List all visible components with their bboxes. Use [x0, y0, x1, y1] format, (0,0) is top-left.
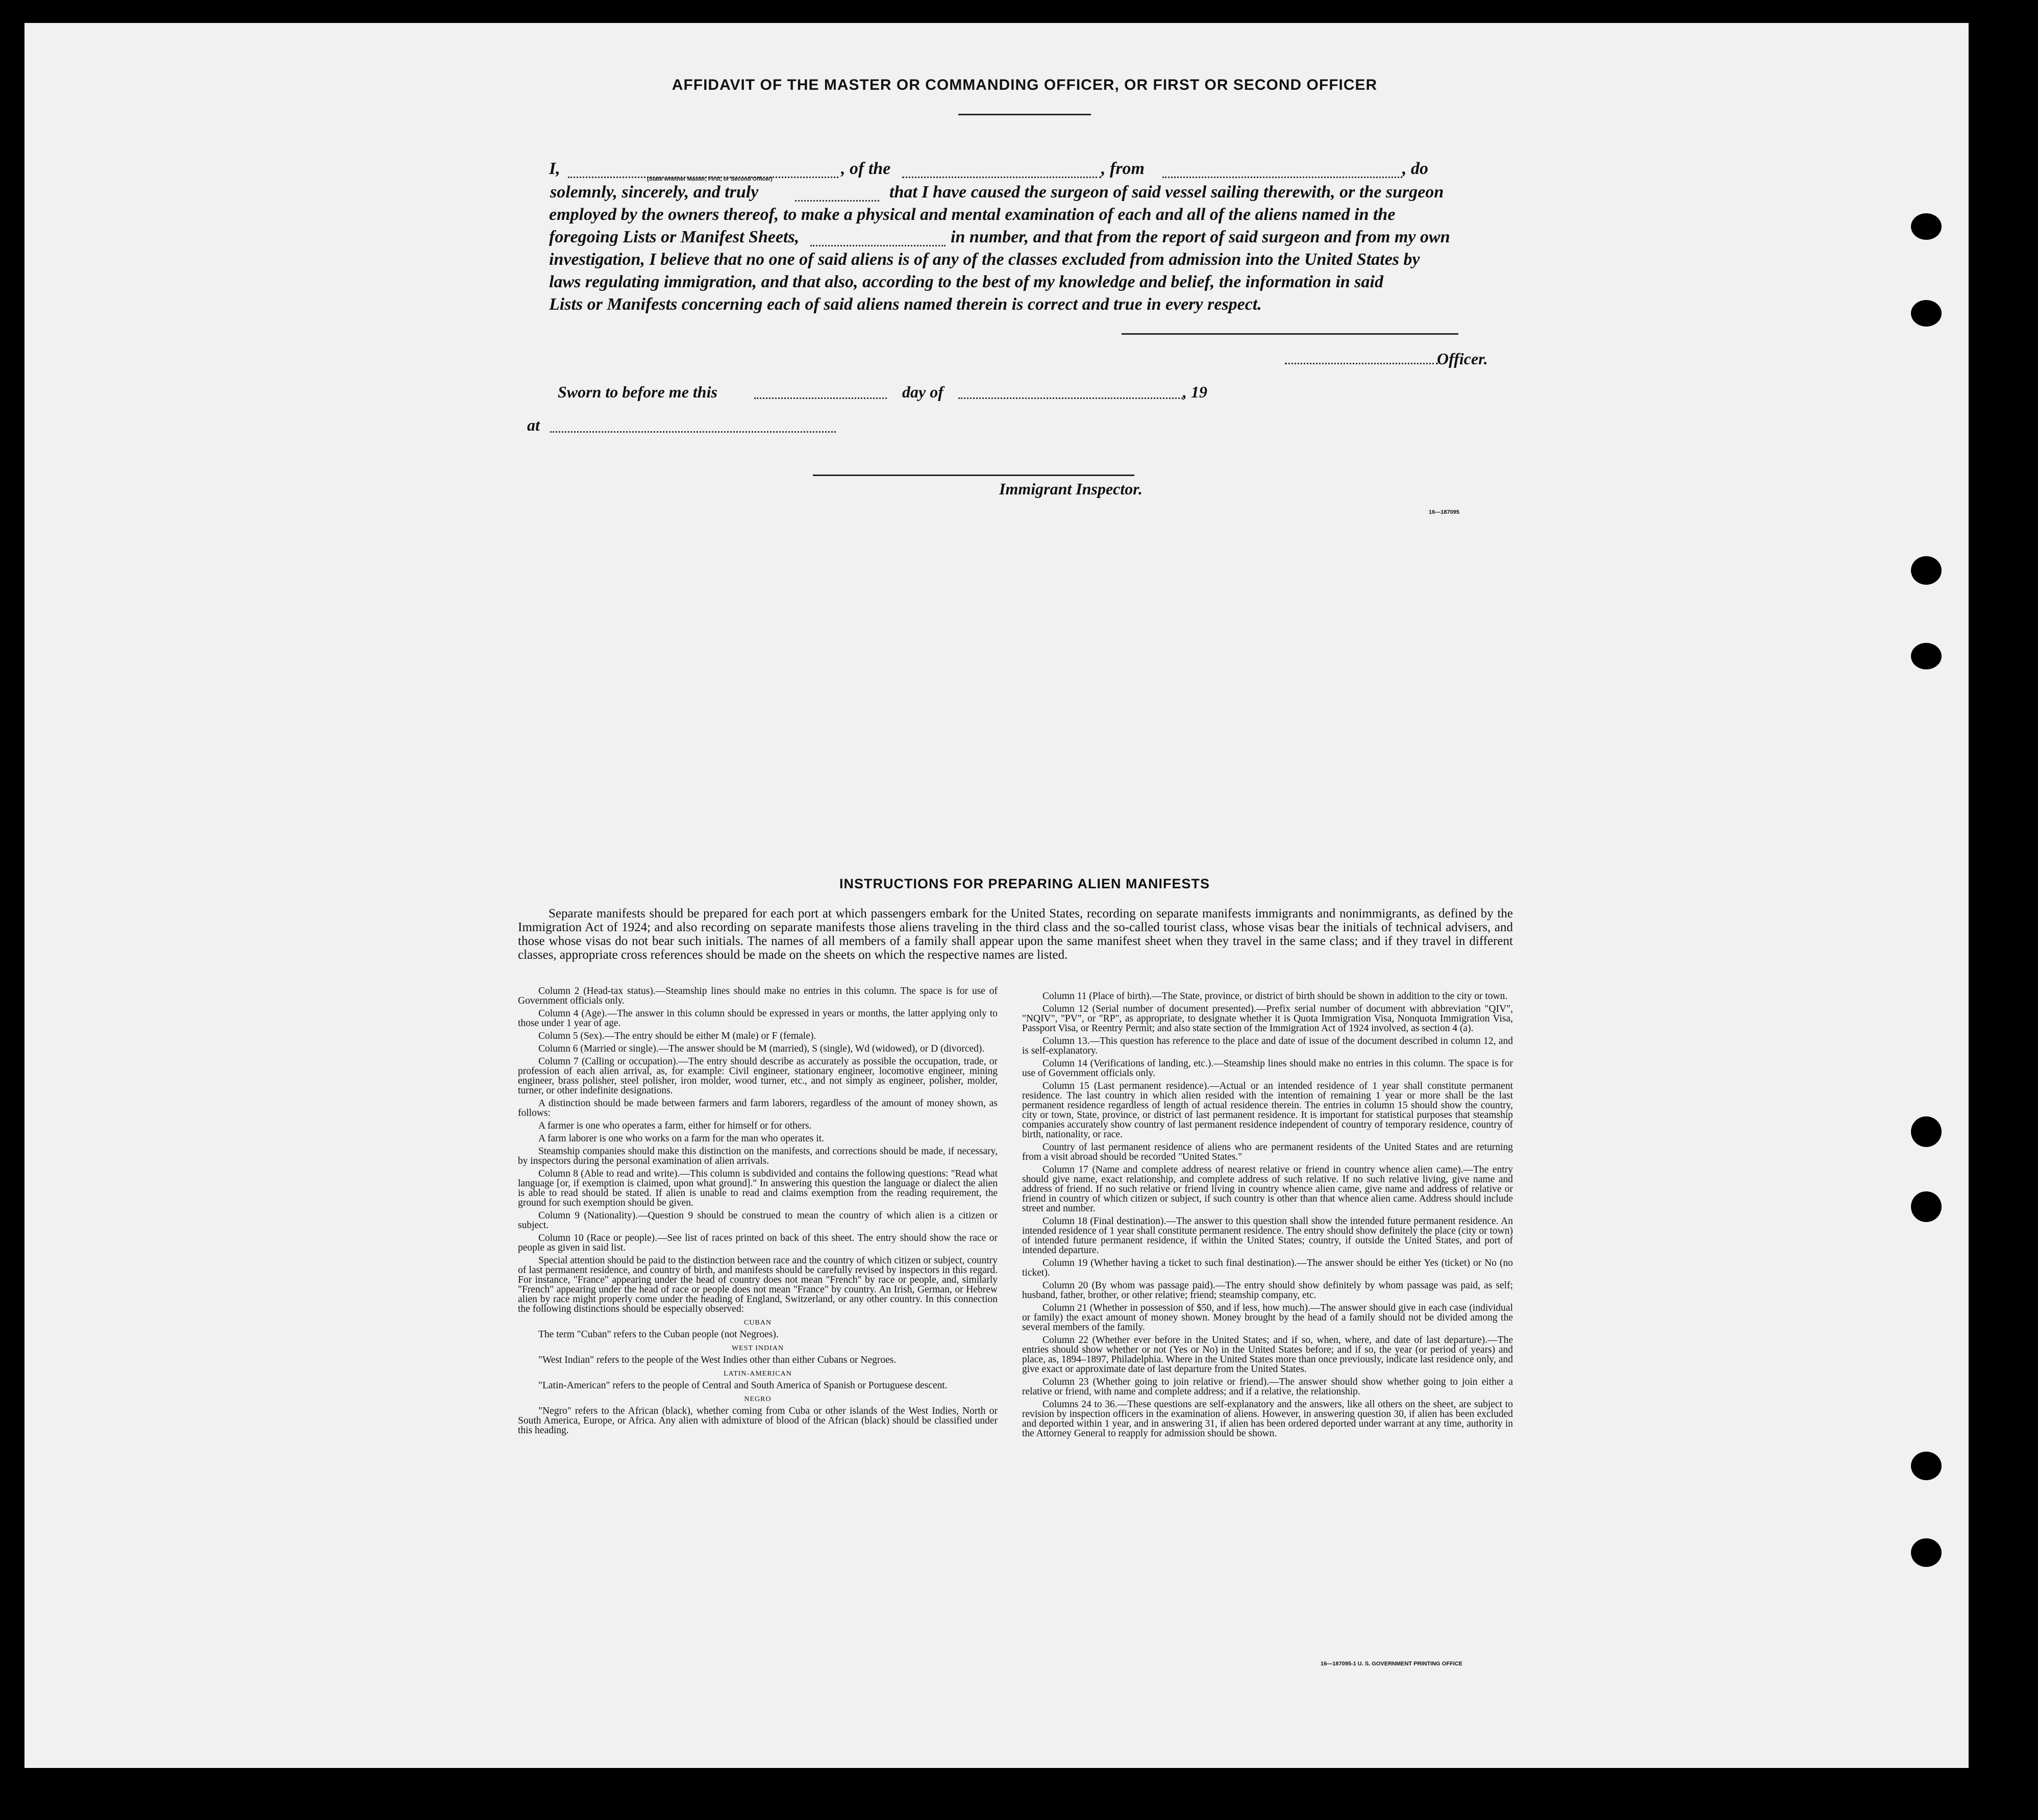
affidavit-line3: employed by the owners thereof, to make a physical and mental examination of each and all of the aliens named in the [549, 205, 1396, 224]
west-indian-text: "West Indian" refers to the people of the West Indies other than either Cubans or Negroes. [538, 1355, 897, 1365]
document-page [24, 23, 1969, 1768]
instruction-col4: Column 4 (Age).—The answer in this column should be expressed in years or months, the latter applying only to those under 1 year of age. [518, 1008, 998, 1029]
instruction-col23: Column 23 (Whether going to join relative or friend).—The answer should show whether going to join either a relative or friend, with name and complete address; and if a relative, the relationship. [1022, 1377, 1513, 1397]
sworn-day-blank[interactable] [754, 394, 887, 399]
instruction-col19: Column 19 (Whether having a ticket to such final destination).—The answer should be either Yes (ticket) or No (no ticket). [1022, 1258, 1513, 1278]
latin-american-text: "Latin-American" refers to the people of Central and South America of Spanish or Portuguese descent. [538, 1380, 948, 1391]
punch-hole [1911, 1538, 1942, 1567]
instruction-steamship-distinction: Steamship companies should make this distinction on the manifests, and corrections should be made, if necessary, by inspectors during the personal examination of alien arrivals. [518, 1146, 998, 1166]
officer-signature-line[interactable] [1122, 333, 1458, 335]
instruction-col9: Column 9 (Nationality).—Question 9 should be construed to mean the country of which alien is a citizen or subject. [518, 1210, 998, 1231]
at-label: at [527, 416, 540, 434]
instruction-col14: Column 14 (Verifications of landing, etc.).—Steamship lines should make no entries in this column. The space is for use of Government officials only. [1022, 1058, 1513, 1079]
instruction-col11: Column 11 (Place of birth).—The State, province, or district of birth should be shown in addition to the city or town. [1042, 991, 1508, 1002]
affidavit-from: , from [1101, 159, 1145, 178]
punch-hole [1911, 1452, 1942, 1480]
affidavit-body [525, 153, 1525, 321]
state-note: (State whether Master, First, or Second Officer) [647, 176, 773, 182]
officer-rank-blank-2[interactable] [1285, 360, 1438, 364]
instruction-col2: Column 2 (Head-tax status).—Steamship lines should make no entries in this column. The space is for use of Government officials only. [518, 986, 998, 1006]
instruction-race-note: Special attention should be paid to the distinction between race and the country of which citizen or subject, country of last permanent residence, and country of birth, and manifests should be carefully revised by inspectors in this regard. For instance, "France" appearing under the head of country does not mean "French" by race or people, and, similarly "French" appearing under the head of race or people does not mean "France" by country. An Irish, German, or Hebrew alien by race might properly come under the heading of England, Switzerland, or any other country. In this connection the following distinctions should be especially observed: [518, 1255, 998, 1314]
instruction-farmer: A farmer is one who operates a farm, either for himself or for others. [538, 1120, 812, 1131]
instruction-col17: Column 17 (Name and complete address of nearest relative or friend in country whence alien came).—The entry should give name, exact relationship, and complete address of such relative. If no such relative living, give name and address of friend. If no such relative or friend living in country whence alien came, give name and address of relative or friend in country of which citizen or subject, if such country is other than that whence alien came. Address should include street and number. [1022, 1164, 1513, 1214]
instructions-title: INSTRUCTIONS FOR PREPARING ALIEN MANIFESTS [839, 876, 1210, 891]
affidavit-line2-start: solemnly, sincerely, and truly [550, 183, 759, 202]
at-place-blank[interactable] [550, 428, 836, 433]
affidavit-line7: Lists or Manifests concerning each of said aliens named therein is correct and true in every respect. [549, 295, 1262, 314]
negro-text: "Negro" refers to the African (black), whether coming from Cuba or other islands of the West Indies, North or South America, Europe, or Africa. Any alien with admixture of blood of the African (black) should be classified under this heading. [518, 1406, 998, 1436]
sworn-label: Sworn to before me this [558, 383, 717, 401]
instruction-col24-36: Columns 24 to 36.—These questions are self-explanatory and the answers, like all others on the sheet, are subject to revision by inspection officers in the examination of aliens. However, in answering question 30, if alien has been excluded and deported within 1 year, and in answering 31, if alien has been ordered deported under warrant at any time, authority in the Attorney General to reapply for admission should be shown. [1022, 1399, 1513, 1439]
inspector-signature-line[interactable] [813, 475, 1134, 476]
instruction-col22: Column 22 (Whether ever before in the United States; and if so, when, where, and date of last departure).—The entries should show whether or not (Yes or No) in the United States before; and if so, the year (or period of years) and place, as, 1894–1897, Philadelphia. Where in the United States more than once previously, indicate last residence only, and give exact or approximate date of last departure from the United States. [1022, 1335, 1513, 1375]
latin-american-heading: LATIN-AMERICAN [724, 1370, 792, 1378]
instruction-col18: Column 18 (Final destination).—The answer to this question shall show the intended future permanent residence. An intended residence of 1 year shall constitute permanent residence. The entry should show definitely the place (city or town) of intended future permanent residence, if within the United States; country, if outside the United States, and port of intended departure. [1022, 1216, 1513, 1256]
year-label: , 19 [1183, 383, 1207, 401]
printing-office-footer: 16—187095-1 U. S. GOVERNMENT PRINTING OFFICE [1321, 1661, 1463, 1667]
instruction-col13: Column 13.—This question has reference to the place and date of issue of the document described in column 12, and is self-explanatory. [1022, 1036, 1513, 1056]
punch-hole [1911, 300, 1942, 327]
instruction-col20: Column 20 (By whom was passage paid).—The entry should show definitely by whom passage was paid, as self; husband, father, brother, or other relative; friend; steamship company, etc. [1022, 1280, 1513, 1301]
instruction-col12: Column 12 (Serial number of document presented).—Prefix serial number of document with abbreviation "QIV", "NQIV", "PV", or "RP", as appropriate, to designate whether it is Quota Immigration Visa, Nonquota Immigration Visa, Passport Visa, or Reentry Permit; and also state section of the Immigration Act of 1924 involved, as section 4 (a). [1022, 1004, 1513, 1034]
instruction-col7: Column 7 (Calling or occupation).—The entry should describe as accurately as possible the occupation, trade, or profession of each alien arrival, as, for example: Civil engineer, stationary engineer, locomotive engineer, mining engineer, brass polisher, steel polisher, iron molder, wood turner, etc., and not simply as engineer, polisher, molder, turner, or other indefinite designations. [518, 1056, 998, 1096]
day-of-label: day of [902, 383, 943, 401]
punch-hole [1911, 1116, 1942, 1147]
instruction-col6: Column 6 (Married or single).—The answer should be M (married), S (single), Wd (widowed), or D (divorced). [538, 1043, 985, 1054]
punch-hole [1911, 213, 1942, 240]
port-blank[interactable] [1162, 173, 1402, 178]
affidavit-line6: laws regulating immigration, and that also, according to the best of my knowledge and belief, the information in said [549, 272, 1383, 291]
negro-heading: NEGRO [744, 1395, 772, 1403]
officer-label: Officer. [1437, 350, 1488, 368]
instruction-col15: Column 15 (Last permanent residence).—Actual or an intended residence of 1 year shall constitute permanent residence. The last country in which alien resided with the intention of remaining 1 year or more shall be the last permanent residence regardless of length of actual residence therein. The entries in column 15 should show the country, city or town, State, province, or district of last permanent residence. It is important for statistical purposes that steamship companies accurately show country of last permanent residence independent of country of temporary residence, country of birth, nationality, or race. [1022, 1081, 1513, 1140]
instruction-farm-distinction: A distinction should be made between farmers and farm laborers, regardless of the amount of money shown, as follows: [518, 1098, 998, 1118]
affidavit-line2-end: that I have caused the surgeon of said vessel sailing therewith, or the surgeon [889, 183, 1444, 202]
instructions-intro: Separate manifests should be prepared for each port at which passengers embark for the United States, recording on separate manifests immigrants and nonimmigrants, as defined by the Immigration Act of 1924; and also recording on separate manifests those aliens traveling in the third class and the so-called tourist class, whose visas bear the initials of technical advisers, and those whose visas do not bear such initials. The names of all members of a family shall appear upon the same manifest sheet when they travel in the same class; and if they travel in different classes, appropriate cross references should be made on the sheets on which the respective names are listed. [518, 907, 1513, 962]
inspector-label: Immigrant Inspector. [999, 480, 1142, 498]
affidavit-title: AFFIDAVIT OF THE MASTER OR COMMANDING OFFICER, OR FIRST OR SECOND OFFICER [672, 77, 1378, 93]
sworn-month-blank[interactable] [958, 394, 1183, 399]
punch-hole [1911, 643, 1942, 669]
affidavit-line5: investigation, I believe that no one of said aliens is of any of the classes excluded from admission into the United States by [549, 250, 1420, 269]
affidavit-line4-start: foregoing Lists or Manifest Sheets, [549, 228, 800, 246]
title-rule [958, 114, 1091, 115]
sheet-count-blank[interactable] [810, 242, 946, 246]
cuban-heading: CUBAN [743, 1319, 772, 1327]
punch-hole [1911, 1191, 1942, 1222]
affidavit-of-the: , of the [841, 159, 891, 178]
instruction-col21: Column 21 (Whether in possession of $50, and if less, how much).—The answer should give in each case (individual or family) the exact amount of money shown. Money brought by the head of a family should not be divided among the several members of the family. [1022, 1303, 1513, 1333]
punch-hole [1911, 556, 1942, 585]
affidavit-i: I, [549, 159, 560, 178]
instruction-col8: Column 8 (Able to read and write).—This column is subdivided and contains the following questions: "Read what language [or, if exemption is claimed, upon what ground]." In answering this question the language or dialect the alien is able to read should be stated. If alien is unable to read and claims exemption from the reading requirement, the ground for such exemption should be given. [518, 1168, 998, 1208]
west-indian-heading: WEST INDIAN [731, 1344, 784, 1352]
instruction-col5: Column 5 (Sex).—The entry should be either M (male) or F (female). [538, 1031, 816, 1041]
instruction-col10: Column 10 (Race or people).—See list of races printed on back of this sheet. The entry should show the race or people as given in said list. [518, 1233, 998, 1253]
instruction-farm-laborer: A farm laborer is one who works on a farm for the man who operates it. [538, 1133, 824, 1144]
instructions-left-column [518, 986, 998, 1438]
instructions-right-column [1022, 991, 1513, 1441]
cuban-text: The term "Cuban" refers to the Cuban people (not Negroes). [538, 1329, 779, 1340]
vessel-name-blank[interactable] [902, 173, 1101, 178]
swear-affirm-blank[interactable] [795, 197, 879, 202]
affidavit-do: , do [1402, 159, 1428, 178]
form-number: 16—187095 [1429, 509, 1459, 515]
instruction-col15-note: Country of last permanent residence of aliens who are permanent residents of the United States and are returning from a visit abroad should be recorded "United States." [1022, 1142, 1513, 1162]
affidavit-line4-end: in number, and that from the report of said surgeon and from my own [951, 228, 1450, 246]
